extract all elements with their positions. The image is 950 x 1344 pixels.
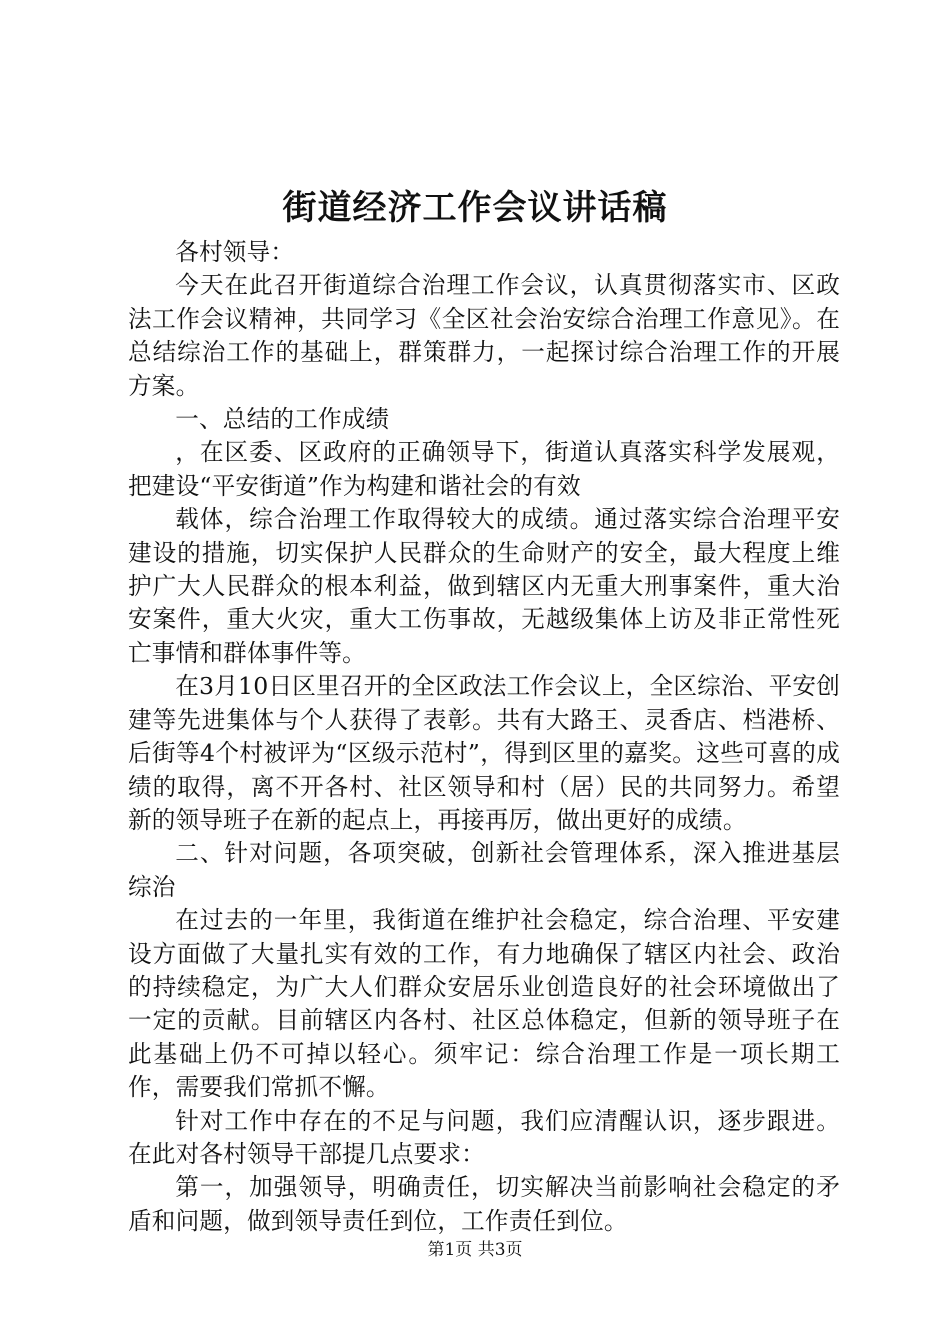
paragraph-first-point: 第一，加强领导，明确责任，切实解决当前影响社会稳定的矛盾和问题，做到领导责任到位，工作责任到位。 — [128, 1173, 840, 1235]
page-footer: 第1页 共3页 — [427, 1240, 523, 1260]
document-body — [128, 236, 840, 1238]
paragraph-achievements-part1: ，在区委、区政府的正确领导下，街道认真落实科学发展观，把建设“平安街道”作为构建和谐社会的有效 — [128, 438, 840, 500]
section-heading-1: 一、总结的工作成绩 — [175, 405, 390, 434]
paragraph-achievements-part2: 载体，综合治理工作取得较大的成绩。通过落实综合治理平安建设的措施，切实保护人民群众的生命财产的安全，最大程度上维护广大人民群众的根本利益，做到辖区内无重大刑事案件，重大治安案件，重大火灾，重大工伤事故，无越级集体上访及非正常性死亡事情和群体事件等。 — [128, 505, 840, 667]
paragraph-past-year: 在过去的一年里，我街道在维护社会稳定，综合治理、平安建设方面做了大量扎实有效的工作，有力地确保了辖区内社会、政治的持续稳定，为广大人们群众安居乐业创造良好的社会环境做出了一定的贡献。目前辖区内各村、社区总体稳定，但新的领导班子在此基础上仍不可掉以轻心。须牢记：综合治理工作是一项长期工作，需要我们常抓不懈。 — [128, 906, 840, 1102]
paragraph-awards: 在3月10日区里召开的全区政法工作会议上，全区综治、平安创建等先进集体与个人获得了表彰。共有大路王、灵香店、档港桥、后街等4个村被评为“区级示范村”，得到区里的嘉奖。这些可喜的成绩的取得，离不开各村、社区领导和村（居）民的共同努力。希望新的领导班子在新的起点上，再接再厉，做出更好的成绩。 — [128, 672, 840, 834]
paragraph-intro: 今天在此召开街道综合治理工作会议，认真贯彻落实市、区政法工作会议精神，共同学习《全区社会治安综合治理工作意见》。在总结综治工作的基础上，群策群力，一起探讨综合治理工作的开展方案。 — [128, 271, 840, 400]
paragraph-requirements: 针对工作中存在的不足与问题，我们应清醒认识，逐步跟进。在此对各村领导干部提几点要求： — [128, 1106, 840, 1168]
document-title: 街道经济工作会议讲话稿 — [282, 188, 668, 228]
salutation: 各村领导： — [175, 238, 295, 266]
section-heading-2: 二、针对问题，各项突破，创新社会管理体系，深入推进基层综治 — [128, 839, 840, 901]
